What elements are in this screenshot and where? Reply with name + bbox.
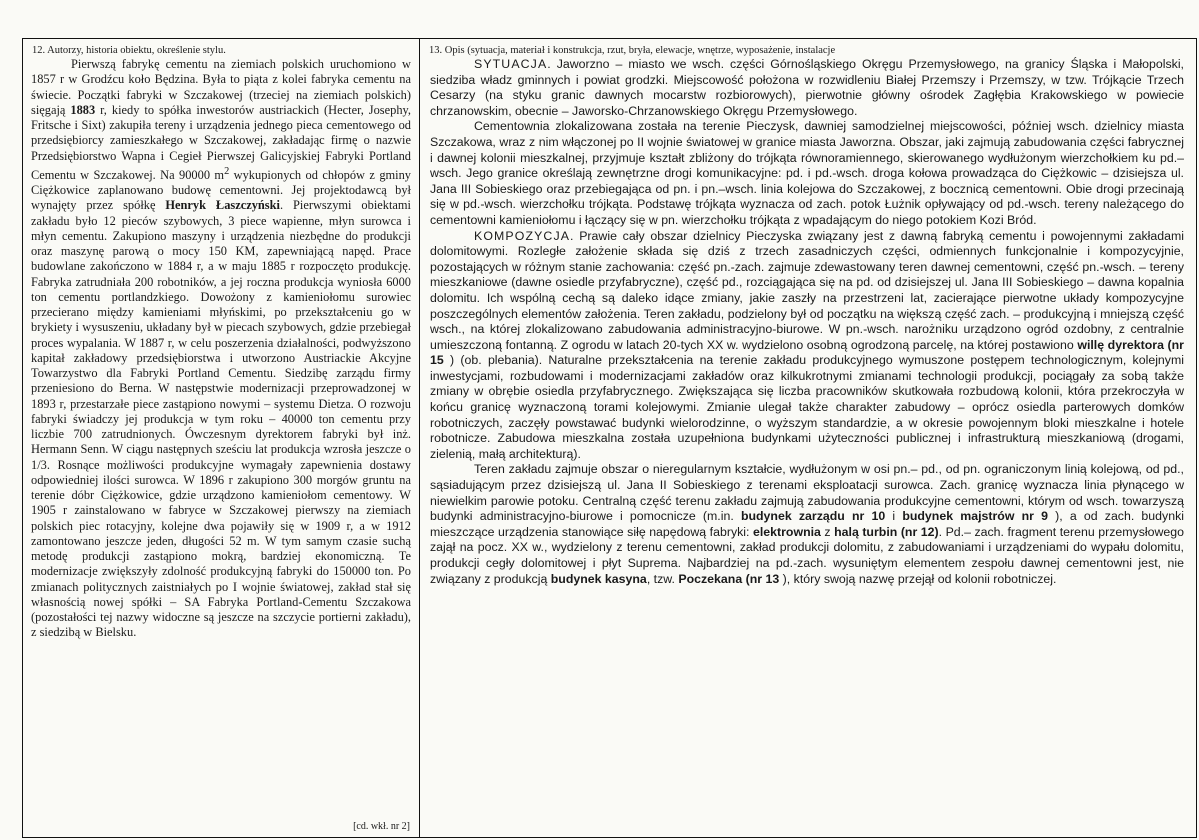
text-run: Teren zakładu zajmuje obszar o nieregularnym kształcie, wydłużonym w osi pn.– pd., od pn. ograniczonym linią kolejową, od pd., sąsiadującym przez dzisiejszą ul. Jana II Sobieskiego z terenami eksploatacji surowca. Zach. granicę wyznacza linia płynącego w niewielkim parowie potoku. Centralną część terenu zakładu zajmują zabudowania produkcyjne cementowni, którym od wsch. towarzyszą budynki administracyjno-biurowe i pomocnicze (m.in. [430,462,1184,524]
description-paragraph [430,119,1184,228]
text-run: ) (ob. plebania). Naturalne przekształcenia na terenie zakładu produkcyjnego wymuszone postępem technologicznym, kolejnymi inwestycjami, rozbudowami i modernizacjami zakładów oraz kilkukrotnymi zmianami technologii produkcji, pociągały za sobą także zmiany w obrębie osiedla przyfabrycznego. Zwiększająca się liczba pracowników skutkowała rozbudową kolonii, która przekroczyła w końcu granicę wyznaczoną torami kolejowymi. Zmianie ulegał także charakter zabudowy – oprócz osiedla parterowych domków robotniczych, zaczęły powstawać budynki wielorodzinne, o wyższym standardzie, a w okresie powojennym bloki mieszkalne i hotele robotnicze. Zabudowa mieszkalna została uzupełniona budynkami użyteczności publicznej i infrastrukturą mieszkaniową (drogami, zielenią, małą architekturą). [430,353,1184,461]
text-run: Pierwszą fabrykę cementu na ziemiach polskich uruchomiono w 1857 r w Grodźcu koło Będzina. Była to piąta z kolei fabryka cementu na świecie. Początki fabryki w Szczakowej (trzeciej na ziemiach polskich) sięgają [31,57,411,117]
text-run: KOMPOZYCJA [474,228,571,243]
form-table [22,38,1197,838]
bold-text-run: budynek kasyna [550,571,647,586]
text-run: i [885,509,903,524]
superscript: 2 [224,165,230,177]
text-run: z [820,524,835,539]
history-column [23,39,420,837]
description-column-label: 13. Opis (sytuacja, materiał i konstrukcja, rzut, bryła, elewacje, wnętrze, wyposażenie, instalacje [429,45,836,56]
history-column-label: 12. Autorzy, historia obiektu, określenie stylu. [32,45,226,56]
bold-text-run: halą turbin [834,524,898,539]
text-run: . Prawie cały obszar dzielnicy Pieczyska związany jest z dawną fabryką cementu i powojennymi zakładami dolomitowymi. Rozległe założenie składa się dziś z trzech zasadniczych części, odmiennych funkcjonalnie i kompozycyjnie, pozostających w różnym stanie zachowania: część pn.-zach. zajmuje zdewastowany teren dawnej cementowni, część pn.-wsch. – tereny mieszkaniowe (dawne osiedle przyfabryczne), część pd., rozciągająca się na pd. od dzisiejszej ul. Jana III Sobieskiego – dawna kopalnia dolomitu. Ich wspólną cechą są daleko idące zmiany, jakie zaszły na przestrzeni lat, zacierające pierwotne układy kompozycyjne poszczególnych elementów założenia. Teren zakładu, podzielony był od początku na większą część zach. – produkcyjną i mniejszą część wsch., na której zlokalizowano zabudowania administracyjno-biurowe. W pn.-wsch. narożniku urządzono ogród ozdobny, z centralnie umieszczoną fontanną. Z ogrodu w latach 20-tych XX w. wydzielono osobną ogrodzoną parcelę, na której postawiono [430,228,1184,352]
text-run: Cementownia zlokalizowana została na terenie Pieczysk, dawniej samodzielnej miejscowości, później wsch. dzielnicy miasta Szczakowa, wraz z nim włączonej po II wojnie światowej w granice miasta Jaworzna. Obszar, jaki zajmują zabudowania części fabrycznej i dawnej kolonii mieszkalnej, przyjmuje kształt zbliżony do trójkąta równoramiennego, skierowanego wydłużonym wierzchołkiem ku pd.–wsch. Jego granice określają zewnętrzne drogi komunikacyjne: pd. i pd.-wsch. droga kołowa prowadząca do Ciężkowic – dzisiejsza ul. Jana III Sobieskiego oraz przebiegająca od pn. i pn.–wsch. linia kolejowa do Szczakowej, z bocznicą cementowni. Obie drogi przecinają się w pd.-wsch. wierzchołku trójkąta. Podstawę trójkąta wyznacza od zach. potok Łużnik opływający od pd.-wsch. tereny należącego do cementowni kamieniołomu i łączący się w pn. wierzchołku trójkąta z wpadającym do niego potokiem Kozi Bród. [430,119,1184,227]
bold-text-run: Poczekana [678,571,743,586]
bold-text-run: elektrownia [752,524,821,539]
bold-text-run: 1883 [70,102,96,117]
text-run: ), który swoją nazwę przejął od kolonii robotniczej. [779,571,1057,586]
bold-text-run: (nr 15 [430,337,1184,368]
bold-text-run: budynek majstrów nr 9 [902,509,1048,524]
text-run: SYTUACJA [474,57,548,71]
text-run: wykupionych od chłopów z gminy Ciężkowice zaplanowano budowę cementowni. Jej projektodawcą był wynajęty przez spółkę [31,167,411,213]
text-run: r, kiedy to spółka inwestorów austriackich (Hecter, Josephy, Fritsche i Sixt) zakupiła tereny i urządzenia jednego pieca cementowego od przedsiębiorcy zamieszkałego w Szczakowej, zakładając firmę o nazwie Przedsiębiorstwo Wapna i Cegieł Pierwszej Galicyjskiej Fabryki Portland Cementu w Szczakowej. Na 90000 m [31,102,411,182]
continuation-note: [cd. wkł. nr 2] [353,821,410,832]
bold-text-run: Henryk Łaszczyński [165,198,280,213]
text-run: , tzw. [646,571,679,586]
text-run: . Pierwszymi obiektami zakładu było 12 pieców szybowych, 3 piece wapienne, młyn surowca i młyn cementu. Zakupiono maszyny i urządzenia niezbędne do produkcji oraz maszynę parową o mocy 150 KM, zapewniającą napęd. Prace budowlane zakończono w 1884 r, a w maju 1885 r rozpoczęto produkcję. Fabryka zatrudniała 200 robotników, a jej roczna produkcja wyniosła 6000 ton cementu portlandzkiego. Dowożony z kamieniołomu surowiec przecierano między kamieniami młyńskimi, po przekształceniu go w brykiety i wysuszeniu, układany był w piecach szybowych, gdzie przebiegał proces wypalania. W 1887 r, w celu poszerzenia działalności, podwyższono kapitał zakładowy przedsiębiorstwa i utworzono Austriackie Akcyjne Towarzystwo dla Fabryki Portland Cementu. Siedzibę zarządu firmy przeniesiono do Berna. W następstwie modernizacji przeprowadzonej w 1893 r, przestarzałe piece zastąpiono nowymi – systemu Dietza. O rozwoju fabryki świadczy jej produkcja w tym roku – 40000 ton cementu przy liczbie 700 zatrudnionych. Ówczesnym dyrektorem fabryki był inż. Hermann Senn. W ciągu następnych sześciu lat produkcja wzrosła jeszcze o 1/3. Rosnące możliwości produkcyjne wymagały zapewnienia dostawy odpowiedniej ilości surowca. W 1896 r zakupiono 300 morgów gruntu na terenie dóbr Ciężkowice, gdzie urządzono kamieniołom cementowy. W 1905 r zainstalowano w fabryce w Szczakowej pierwszy na ziemiach polskich piec rotacyjny, kolejne dwa pojawiły się w 1909 r, a w 1912 zamontowano jeszcze jeden, długości 52 m. W tym samym czasie suchą metodę produkcji zastąpiono mokrą, bardziej ekonomiczną. Te modernizacje zwiększyły zdolność produkcyjną fabryki do 150000 ton. Po zmianach politycznych zaistniałych po I wojnie światowej, zakład stał się własnością nowej spółki – SA Fabryka Portland-Cementu Szczakowa (pozostałości tej nazwy widoczne są jeszcze na szczycie portierni zakładu), z siedzibą w Bielsku. [31,198,411,640]
description-column [420,39,1196,837]
bold-text-run: (nr 12) [900,524,939,539]
bold-text-run: willę dyrektora [1077,337,1164,352]
text-run: . Pd.– zach. fragment terenu przemysłowego zajął na pocz. XX w., wydzielony z terenu cementowni, zakład produkcji dolomitu, z zabudowaniami i urządzeniami do wypału dolomitu, produkcji cegły dolomitowej i płyt Suprema. Najbardziej na pd.-zach. wysuniętym elementem zespołu dawnej cementowni jest, nie związany z produkcją [430,524,1184,586]
bold-text-run: budynek zarządu nr 10 [740,509,886,524]
description-paragraph [430,462,1184,587]
history-text [31,57,411,641]
description-text [430,57,1184,587]
text-run: . Jaworzno – miasto we wsch. części Górnośląskiego Okręgu Przemysłowego, na granicy Śląska i Małopolski, siedziba władz gminnych i powiat grodzki. Miejscowość położona w rozwidleniu Białej Przemszy i Przemszy, w tzw. Trójkącie Trzech Cesarzy (na styku granic dawnych mocarstw rozbiorowych), pierwotnie główny ośrodek Zagłębia Krakowskiego w powiecie chrzanowskim, obecnie – Jaworsko-Chrzanowskiego Okręgu Przemysłowego. [430,57,1184,118]
description-paragraph [430,229,1184,463]
history-paragraph [31,57,411,641]
description-paragraph [430,57,1184,119]
text-run: ), a od zach. budynki mieszczące urządzenia stanowiące siłę napędową fabryki: [430,509,1184,539]
bold-text-run: (nr 13 [745,571,780,586]
